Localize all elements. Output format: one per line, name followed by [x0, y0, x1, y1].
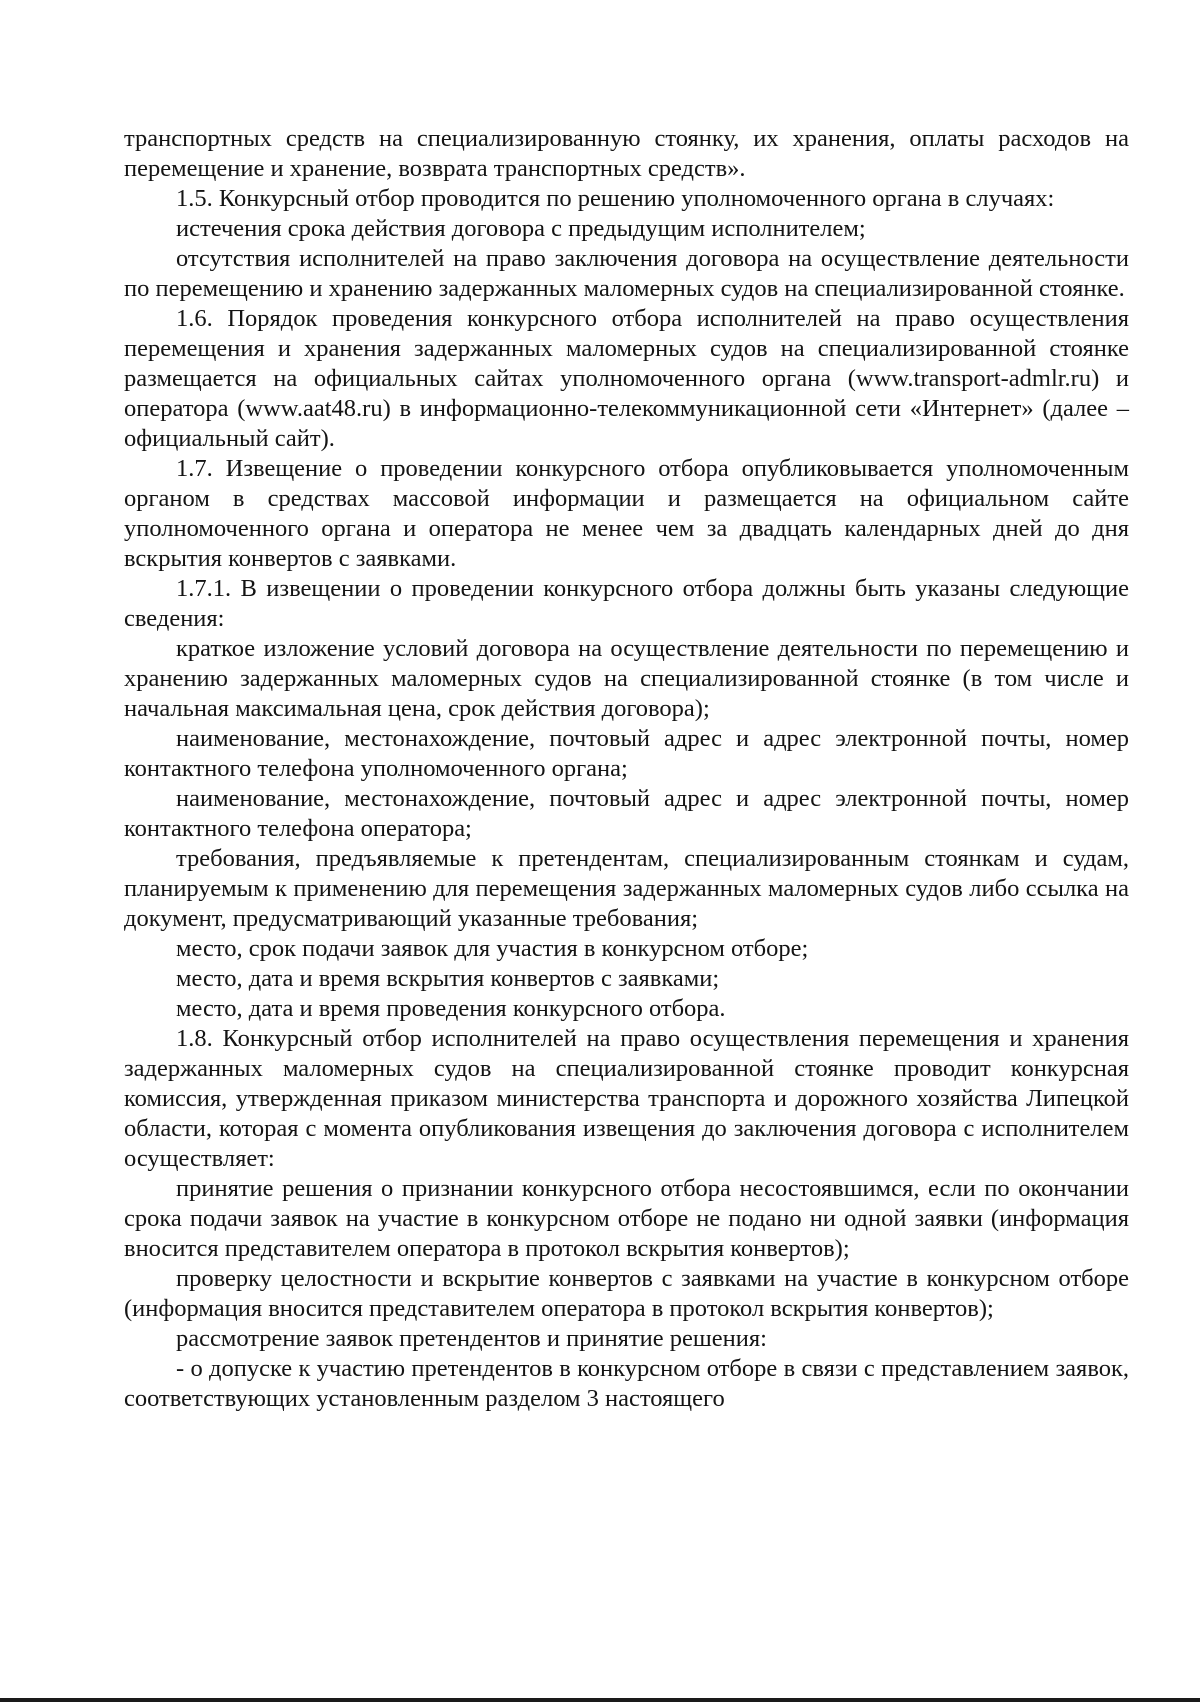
list-item-selection-place: место, дата и время проведения конкурсного отбора.: [176, 995, 726, 1022]
list-item-application-place: место, срок подачи заявок для участия в конкурсном отборе;: [176, 935, 809, 962]
list-item-envelope-check: проверку целостности и вскрытие конвертов с заявками на участие в конкурсном отборе (информация вносится представителем оператора в протокол вскрытия конвертов);: [124, 1265, 1129, 1322]
paragraph-1-8: 1.8. Конкурсный отбор исполнителей на право осуществления перемещения и хранения задержанных маломерных судов на специализированной стоянке проводит конкурсная комиссия, утвержденная приказом министерства транспорта и дорожного хозяйства Липецкой области, которая с момента опубликования извещения до заключения договора с исполнителем осуществляет:: [124, 1025, 1129, 1172]
paragraph-1-7-1: 1.7.1. В извещении о проведении конкурсного отбора должны быть указаны следующие сведения:: [124, 575, 1129, 632]
list-item-contract-expiry: истечения срока действия договора с предыдущим исполнителем;: [176, 215, 866, 242]
list-item-authority-contacts: наименование, местонахождение, почтовый адрес и адрес электронной почты, номер контактного телефона уполномоченного органа;: [124, 725, 1129, 782]
paragraph-1-7: 1.7. Извещение о проведении конкурсного отбора опубликовывается уполномоченным органом в средствах массовой информации и размещается на официальном сайте уполномоченного органа и оператора не менее чем за двадцать календарных дней до дня вскрытия конвертов с заявками.: [124, 455, 1129, 572]
bottom-border-line: [0, 1698, 1200, 1702]
paragraph-1-6: 1.6. Порядок проведения конкурсного отбора исполнителей на право осуществления перемещения и хранения задержанных маломерных судов на специализированной стоянке размещается на официальных сайтах уполномоченного органа (www.transport-admlr.ru) и оператора (www.aat48.ru) в информационно-телекоммуникационной сети «Интернет» (далее – официальный сайт).: [124, 305, 1129, 452]
list-item-review-applications: рассмотрение заявок претендентов и принятие решения:: [176, 1325, 767, 1352]
list-item-admission: - о допуске к участию претендентов в конкурсном отборе в связи с представлением заявок, соответствующих установленным разделом 3 настоящего: [124, 1355, 1129, 1412]
list-item-operator-contacts: наименование, местонахождение, почтовый адрес и адрес электронной почты, номер контактного телефона оператора;: [124, 785, 1129, 842]
paragraph-1-5: 1.5. Конкурсный отбор проводится по решению уполномоченного органа в случаях:: [176, 185, 1055, 212]
list-item-contract-summary: краткое изложение условий договора на осуществление деятельности по перемещению и хранению задержанных маломерных судов на специализированной стоянке (в том числе и начальная максимальная цена, срок действия договора);: [124, 635, 1129, 722]
paragraph-continuation: транспортных средств на специализированную стоянку, их хранения, оплаты расходов на перемещение и хранение, возврата транспортных средств».: [124, 125, 1129, 182]
list-item-no-contractors: отсутствия исполнителей на право заключения договора на осуществление деятельности по перемещению и хранению задержанных маломерных судов на специализированной стоянке.: [124, 245, 1129, 302]
list-item-envelope-opening: место, дата и время вскрытия конвертов с заявками;: [176, 965, 720, 992]
document-body: [124, 124, 1129, 1414]
list-item-requirements: требования, предъявляемые к претендентам, специализированным стоянкам и судам, планируемым к применению для перемещения задержанных маломерных судов либо ссылка на документ, предусматривающий указанные требования;: [124, 845, 1129, 932]
list-item-failed-selection: принятие решения о признании конкурсного отбора несостоявшимся, если по окончании срока подачи заявок на участие в конкурсном отборе не подано ни одной заявки (информация вносится представителем оператора в протокол вскрытия конвертов);: [124, 1175, 1129, 1262]
